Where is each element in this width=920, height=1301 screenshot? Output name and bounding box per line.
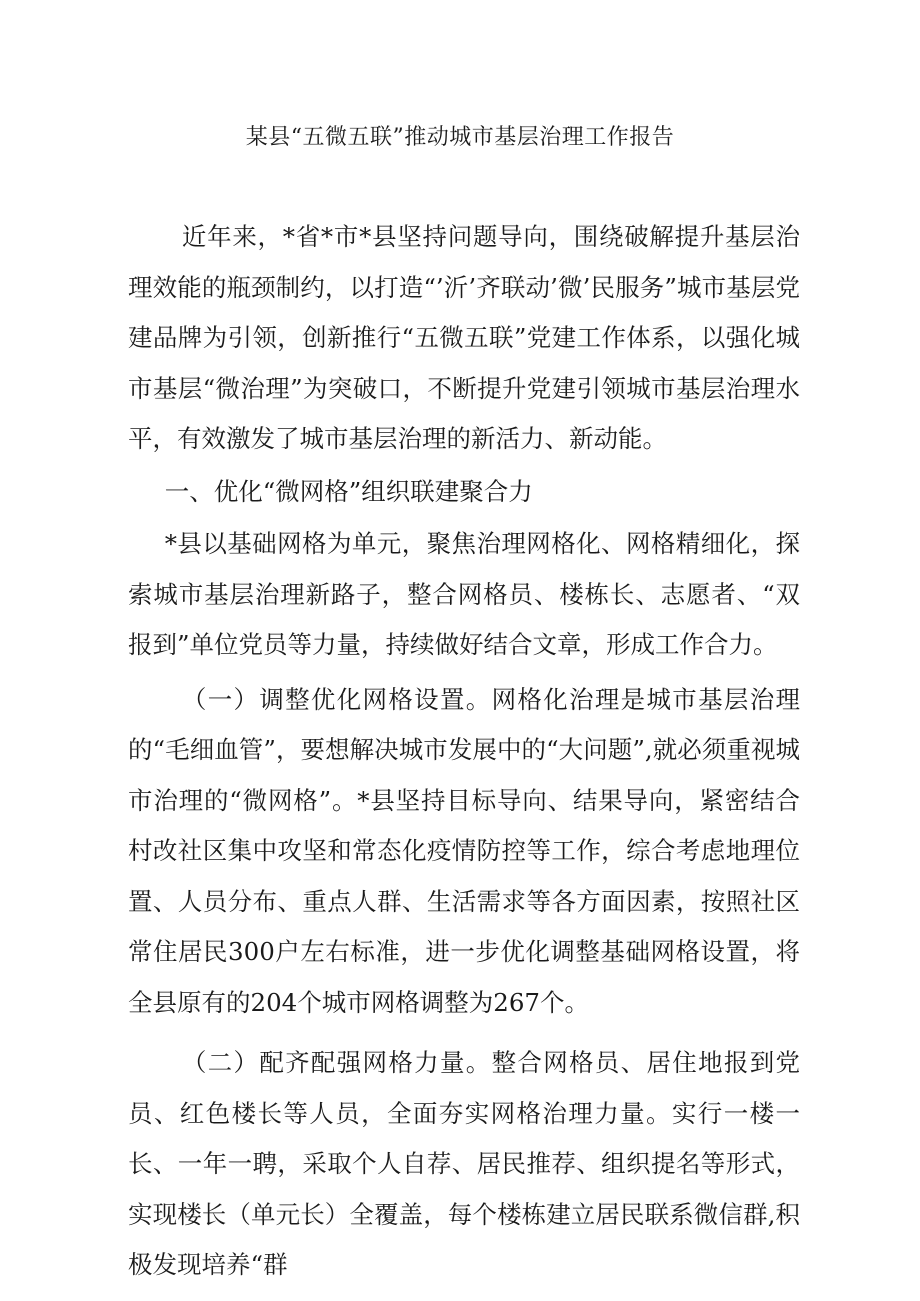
paragraph-intro: 近年来，*省*市*县坚持问题导向，围绕破解提升基层治理效能的瓶颈制约，以打造“’沂’齐联动’微’民服务”城市基层党建品牌为引领，创新推行“五微五联”党建工作体系，以强化城市基层“微治理”为突破口，不断提升党建引领城市基层治理水平，有效激发了城市基层治理的新活力、新动能。: [128, 222, 800, 453]
document-title: 某县“五微五联”推动城市基层治理工作报告: [245, 125, 675, 150]
paragraph-section-1: *县以基础网格为单元，聚焦治理网格化、网格精细化，探索城市基层治理新路子，整合网格员、楼栋长、志愿者、“双报到”单位党员等力量，持续做好结合文章，形成工作合力。: [128, 529, 800, 659]
section-heading-1: 一、优化“微网格”组织联建聚合力: [164, 476, 533, 506]
paragraph-subsection-2: （二）配齐配强网格力量。整合网格员、居住地报到党员、红色楼长等人员，全面夯实网格治理力量。实行一楼一长、一年一聘，采取个人自荐、居民推荐、组织提名等形式，实现楼长（单元长）全覆盖，每个楼栋建立居民联系微信群,积极发现培养“群: [128, 1048, 800, 1279]
document-body: [128, 212, 800, 1291]
paragraph-subsection-1: （一）调整优化网格设置。网格化治理是城市基层治理的“毛细血管”，要想解决城市发展中的“大问题”,就必须重视城市治理的“微网格”。*县坚持目标导向、结果导向，紧密结合村改社区集中攻坚和常态化疫情防控等工作，综合考虑地理位置、人员分布、重点人群、生活需求等各方面因素，按照社区常住居民300户左右标准，进一步优化调整基础网格设置，将全县原有的204个城市网格调整为267个。: [128, 684, 800, 1017]
